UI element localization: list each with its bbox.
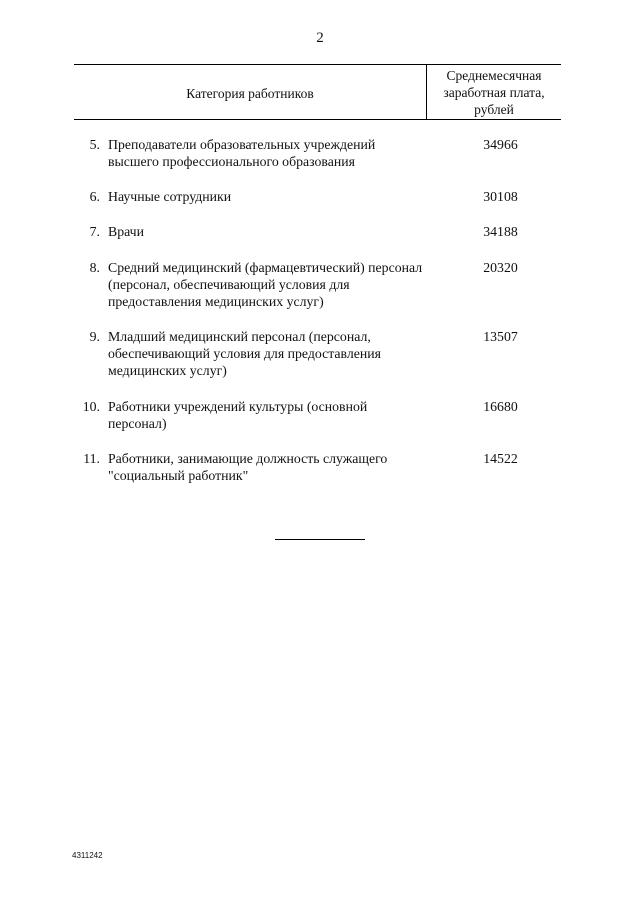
row-value: 20320 [483,260,518,275]
row-value: 34966 [483,137,518,152]
row-value: 13507 [483,329,518,344]
row-category: Преподаватели образовательных учреждений высшего профессионального образования [108,137,376,169]
header-wage: Среднемесячная заработная плата, рублей [443,68,545,117]
wage-table-header [74,64,561,120]
row-value: 16680 [483,399,518,414]
row-number: 5. [89,137,100,152]
row-value: 14522 [483,451,518,466]
document-id: 4311242 [72,851,103,860]
row-value: 34188 [483,224,518,239]
row-number: 10. [82,399,100,414]
table-row [74,328,561,398]
table-row [74,450,561,490]
table-row [74,398,561,450]
row-category: Младший медицинский персонал (персонал, обеспечивающий условия для предоставления медицинских услуг) [108,329,382,378]
table-row [74,259,561,328]
row-category: Врачи [108,224,144,239]
row-category: Научные сотрудники [108,189,232,204]
row-number: 9. [89,329,100,344]
row-category: Работники, занимающие должность служащего "социальный работник" [108,451,388,483]
page-number: 2 [316,30,324,46]
row-number: 6. [89,189,100,204]
row-category: Средний медицинский (фармацевтический) персонал (персонал, обеспечивающий условия для предоставления медицинских услуг) [108,260,423,309]
header-category: Категория работников [74,65,427,119]
row-number: 11. [83,451,100,466]
table-row [74,223,561,259]
row-value: 30108 [483,189,518,204]
table-row [74,188,561,223]
table-row [74,136,561,188]
wage-table-body [74,136,561,490]
row-number: 7. [89,224,100,239]
row-category: Работники учреждений культуры (основной персонал) [108,399,368,431]
table-header-row [74,64,561,120]
end-divider-line [275,539,365,540]
row-number: 8. [89,260,100,275]
